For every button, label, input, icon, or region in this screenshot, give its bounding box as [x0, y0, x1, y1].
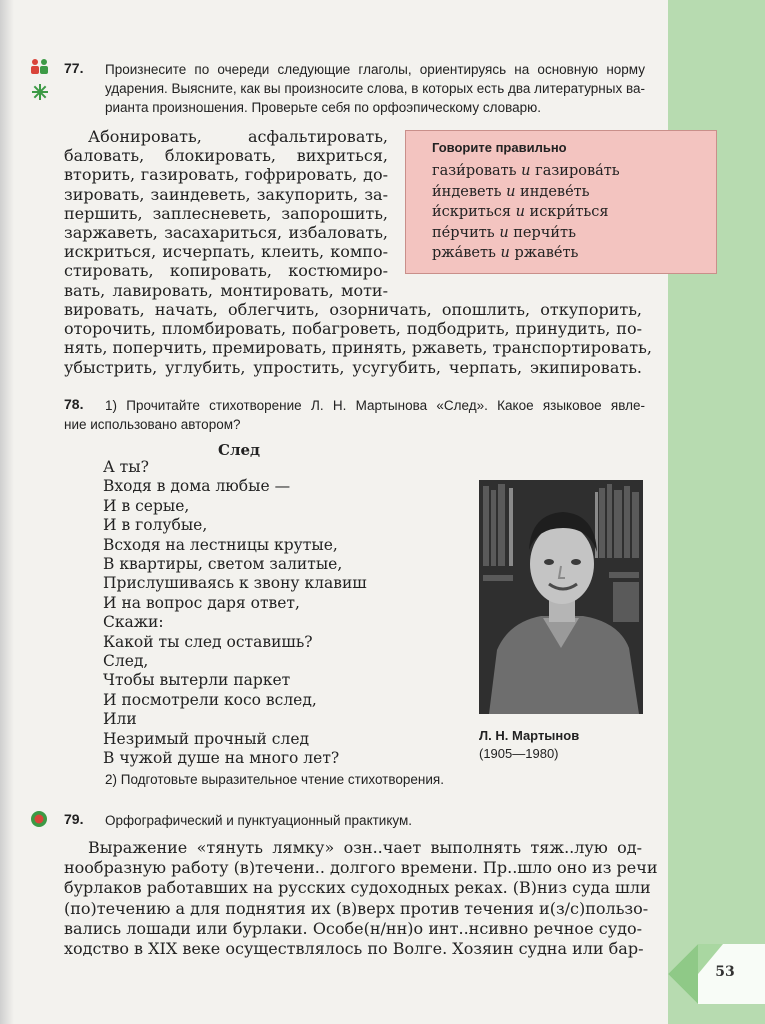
tip-connector: и: [515, 204, 525, 220]
exercise-77-task: [105, 60, 645, 117]
exercise-number-78: 78.: [64, 396, 84, 412]
poem-line: Входя в дома любые —: [103, 477, 291, 496]
tip-line: пе́рчить и перчи́ть: [432, 224, 576, 241]
word-line: вировать, начать, облегчить, озорничать, опошлить, откупорить,: [64, 300, 642, 319]
text-line: нообразную работу (в)течени.. долгого времени. Пр..шло оно из речи: [64, 858, 658, 878]
word-line: оторочить, пломбировать, побагроветь, подбодрить, принудить, по-: [64, 319, 642, 339]
tip-title: Говорите правильно: [432, 140, 567, 155]
poem-line: Чтобы вытерли паркет: [103, 671, 291, 690]
poem: [103, 458, 367, 769]
portrait-caption: [479, 727, 579, 763]
page-number-marker: [668, 944, 765, 1004]
text-line: бурлаков работавших на русских судоходных реках. (В)низ суда шли: [64, 878, 651, 898]
tip-line: и́скриться и искри́ться: [432, 204, 609, 220]
poem-line: Прислушиваясь к звону клавиш: [103, 574, 367, 593]
poem-line: И в голубые,: [103, 516, 208, 535]
poem-line: И на вопрос даря ответ,: [103, 593, 300, 612]
poem-line: В чужой душе на много лет?: [103, 749, 340, 768]
poem-line: В квартиры, светом залитые,: [103, 555, 343, 574]
text-line: вались лошади или бурлаки. Особе(н/нн)о инт..нсивно речное судо-: [64, 918, 642, 938]
tip-line: и́ндеветь и индеве́ть: [432, 183, 590, 200]
task-line: 1) Прочитайте стихотворение Л. Н. Мартынова «След». Какое языковое явле-: [105, 398, 645, 413]
poem-line: Скажи:: [103, 613, 164, 632]
text-line: ходство в XIX веке осуществлялось по Волге. Хозяин судна или бар-: [64, 938, 644, 958]
exercise-78-task2: 2) Подготовьте выразительное чтение стихотворения.: [105, 772, 444, 787]
page-gutter-shadow: [0, 0, 14, 1024]
task-line: ние использовано автором?: [64, 417, 241, 432]
word-line: вать, лавировать, монтировать, моти-: [64, 280, 388, 300]
word-line: баловать, блокировать, вихриться,: [64, 146, 388, 166]
workshop-icon: [30, 810, 48, 828]
tip-line: ржа́веть и ржаве́ть: [432, 245, 579, 261]
poem-line: След,: [103, 652, 149, 671]
speak-correctly-box: [405, 130, 717, 274]
poem-line: И посмотрели косо вслед,: [103, 690, 317, 709]
poem-line: Всходя на лестницы крутые,: [103, 535, 338, 554]
poem-line: И в серые,: [103, 496, 190, 515]
tip-connector: и: [499, 224, 509, 241]
tip-connector: и: [521, 163, 531, 179]
exercise-number-79: 79.: [64, 811, 84, 827]
word-line: вторить, газировать, гофрировать, до-: [64, 165, 388, 185]
portrait-illustration: [479, 480, 643, 714]
exercise-icons: [30, 58, 50, 106]
word-line: Абонировать, асфальтировать,: [88, 127, 388, 146]
word-line: зировать, заиндеветь, закупорить, за-: [64, 184, 388, 204]
exercise-77-words-column: [64, 127, 388, 300]
word-line: убыстрить, углубить, упростить, усугубить, черпать, экипировать.: [64, 357, 642, 377]
task-line: ударения. Выясните, как вы произносите слова, в которых есть два литературных ва-: [105, 81, 645, 96]
exercise-79-text: [64, 838, 658, 959]
text-line: Выражение «тянуть лямку» озн..чает выполнять тяж..лую од-: [88, 838, 642, 857]
word-line: стировать, копировать, костюмиро-: [64, 261, 388, 281]
tip-connector: и: [500, 245, 510, 261]
exercise-number-77: 77.: [64, 60, 84, 76]
task-line: рианта произношения. Проверьте себя по орфоэпическому словарю.: [105, 100, 542, 115]
poem-line: Или: [103, 710, 137, 729]
page-number: 53: [715, 964, 735, 980]
word-line: першить, заплесневеть, запорошить,: [64, 203, 388, 223]
task-line: Произнесите по очереди следующие глаголы, ориентируясь на основную норму: [105, 62, 645, 77]
author-years: (1905—1980): [479, 746, 559, 761]
word-line: заржаветь, засахариться, избаловать,: [64, 223, 388, 243]
tip-connector: и: [506, 183, 516, 200]
tip-line: гази́ровать и газирова́ть: [432, 163, 620, 179]
author-name: Л. Н. Мартынов: [479, 728, 580, 743]
poem-line: Незримый прочный след: [103, 729, 310, 748]
exercise-79-task: Орфографический и пунктуационный практикум.: [105, 813, 413, 828]
word-line: нять, поперчить, премировать, принять, ржаветь, транспортировать,: [64, 338, 652, 358]
exercise-77-words-full: [64, 300, 652, 377]
pair-work-icon: [30, 58, 50, 102]
author-portrait-photo: [479, 480, 643, 714]
poem-line: А ты?: [103, 458, 149, 476]
poem-title: След: [218, 441, 261, 459]
text-line: (по)течению а для поднятия их (в)верх против течения и(з/с)пользо-: [64, 898, 649, 918]
poem-line: Какой ты след оставишь?: [103, 632, 313, 651]
word-line: искриться, исчерпать, клеить, компо-: [64, 242, 388, 262]
